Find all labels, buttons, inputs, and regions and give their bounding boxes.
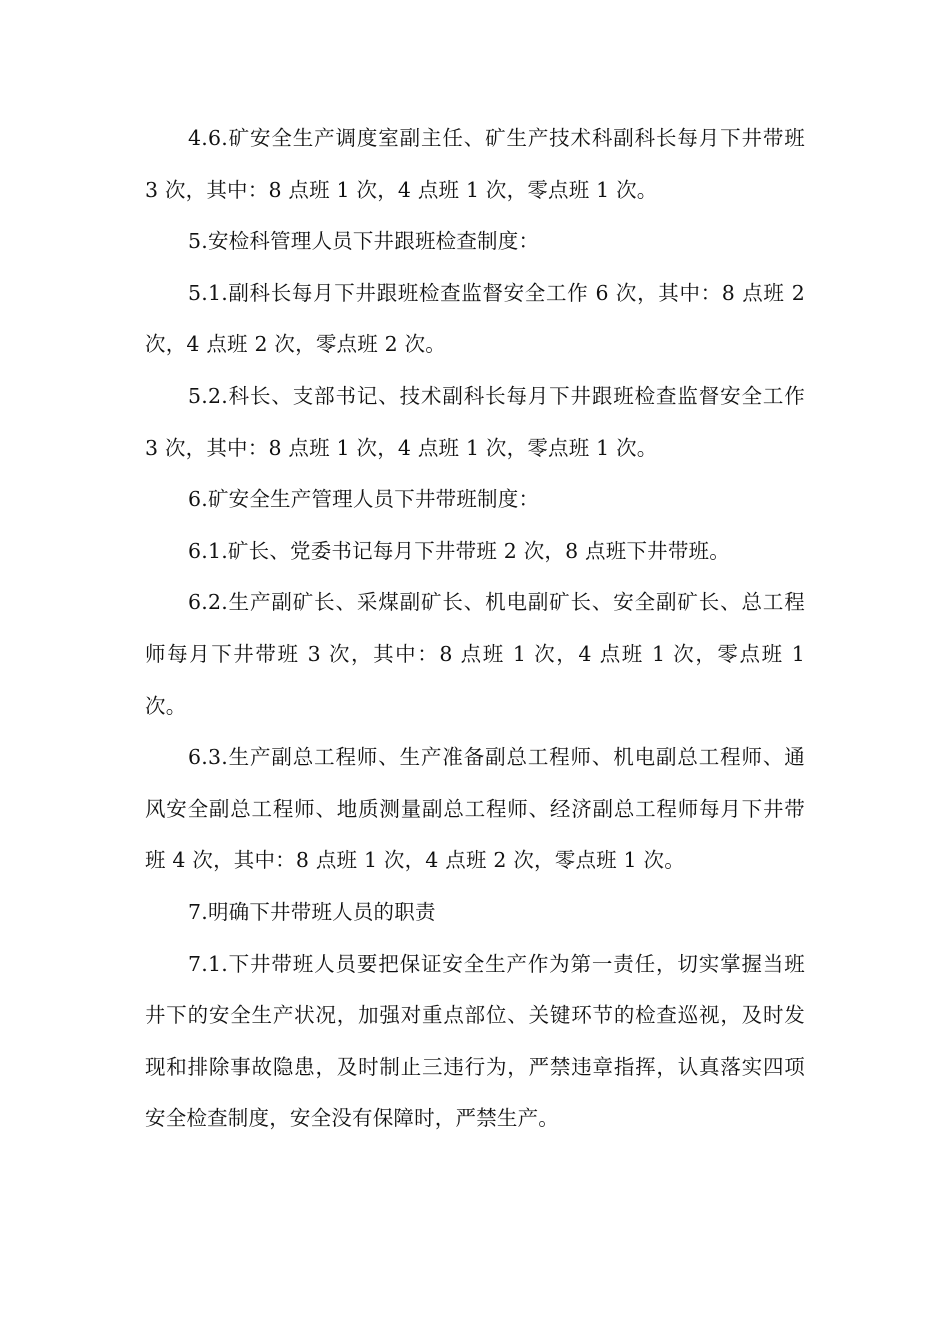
paragraph-7-1: 7.1.下井带班人员要把保证安全生产作为第一责任，切实掌握当班井下的安全生产状况，加强对重点部位、关键环节的检查巡视，及时发现和排除事故隐患，及时制止三违行为，严禁违章指挥，认真落实四项安全检查制度，安全没有保障时，严禁生产。 xyxy=(145,951,805,1131)
heading-7: 7.明确下井带班人员的职责 xyxy=(188,899,436,924)
paragraph-5-2: 5.2.科长、支部书记、技术副科长每月下井跟班检查监督安全工作 3 次，其中：8 点班 1 次，4 点班 1 次，零点班 1 次。 xyxy=(145,383,805,460)
paragraph-5-1: 5.1.副科长每月下井跟班检查监督安全工作 6 次，其中：8 点班 2 次，4 点班 2 次，零点班 2 次。 xyxy=(145,280,805,357)
paragraph-6-3: 6.3.生产副总工程师、生产准备副总工程师、机电副总工程师、通风安全副总工程师、地质测量副总工程师、经济副总工程师每月下井带班 4 次，其中：8 点班 1 次，4 点班 2 次，零点班 1 次。 xyxy=(145,745,805,873)
paragraph-6-1: 6.1.矿长、党委书记每月下井带班 2 次，8 点班下井带班。 xyxy=(188,538,730,563)
paragraph-4-6: 4.6.矿安全生产调度室副主任、矿生产技术科副科长每月下井带班 3 次，其中：8 点班 1 次，4 点班 1 次，零点班 1 次。 xyxy=(145,126,805,202)
document-body xyxy=(145,113,805,1145)
paragraph-6-2: 6.2.生产副矿长、采煤副矿长、机电副矿长、安全副矿长、总工程师每月下井带班 3 次，其中：8 点班 1 次，4 点班 1 次，零点班 1 次。 xyxy=(145,590,805,718)
heading-5: 5.安检科管理人员下井跟班检查制度： xyxy=(188,229,540,254)
heading-6: 6.矿安全生产管理人员下井带班制度： xyxy=(188,487,540,512)
